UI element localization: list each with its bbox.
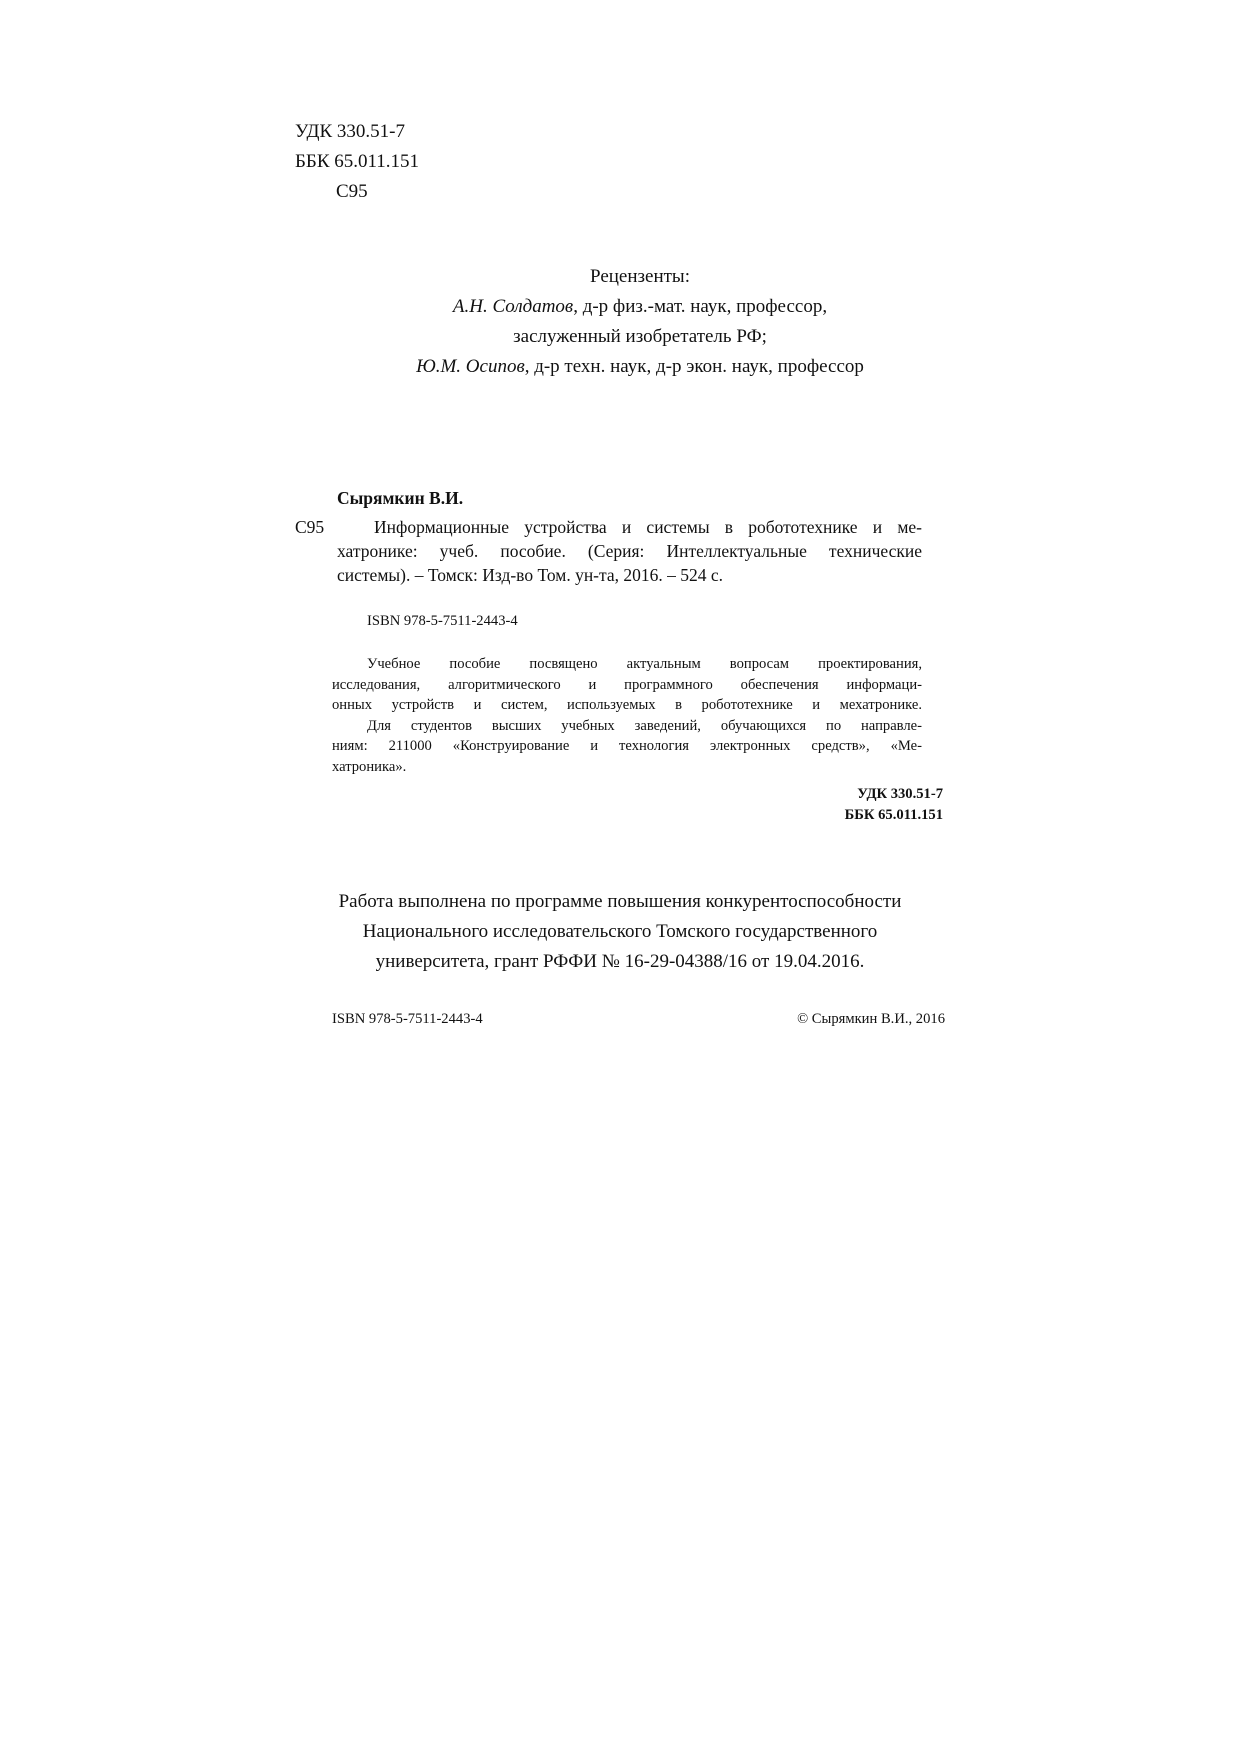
udk-code: УДК 330.51-7 xyxy=(295,121,405,142)
annotation-udk: УДК 330.51-7 xyxy=(857,786,943,802)
bibliography-author-mark: С95 xyxy=(295,517,325,537)
reviewers-heading: Рецензенты: xyxy=(590,266,690,287)
bibliography-line: хатронике: учеб. пособие. (Серия: Интеллектуальные технические xyxy=(337,541,922,561)
copyright-notice: © Сырямкин В.И., 2016 xyxy=(797,1011,945,1027)
footer-isbn: ISBN 978-5-7511-2443-4 xyxy=(332,1011,483,1027)
bibliography-isbn: ISBN 978-5-7511-2443-4 xyxy=(367,613,518,629)
reviewer-1 xyxy=(340,292,940,322)
annotation-block xyxy=(332,654,922,777)
reviewer-2 xyxy=(340,352,940,382)
annotation-line: Учебное пособие посвящено актуальным вопросам проектирования, xyxy=(367,656,922,672)
funding-note xyxy=(290,887,950,977)
bibliography-line: Информационные устройства и системы в робототехнике и ме- xyxy=(374,517,922,537)
funding-line: университета, грант РФФИ № 16-29-04388/16 от 19.04.2016. xyxy=(375,951,865,972)
reviewers-block xyxy=(340,262,940,382)
author-mark: С95 xyxy=(336,181,368,202)
annotation-line: исследования, алгоритмического и программного обеспечения информаци- xyxy=(332,676,922,693)
reviewer-2-degree: , д-р техн. наук, д-р экон. наук, профессор xyxy=(524,356,864,377)
bibliography-description xyxy=(337,515,922,587)
annotation-classification xyxy=(700,784,943,825)
reviewer-1-title: заслуженный изобретатель РФ; xyxy=(513,326,767,347)
bbk-code: ББК 65.011.151 xyxy=(295,151,420,172)
annotation-line: Для студентов высших учебных заведений, обучающихся по направле- xyxy=(367,717,922,734)
bibliography-line: системы). – Томск: Изд-во Том. ун-та, 2016. – 524 с. xyxy=(337,565,724,585)
annotation-line: онных устройств и систем, используемых в робототехнике и мехатронике. xyxy=(332,697,922,713)
classification-block xyxy=(295,117,419,207)
annotation-bbk: ББК 65.011.151 xyxy=(844,806,943,823)
annotation-line: хатроника». xyxy=(332,758,407,775)
funding-line: Работа выполнена по программе повышения конкурентоспособности xyxy=(338,891,902,912)
funding-line: Национального исследовательского Томского государственного xyxy=(362,921,878,942)
reviewer-1-name: А.Н. Солдатов xyxy=(452,296,574,317)
reviewer-1-degree: , д-р физ.-мат. наук, профессор, xyxy=(573,296,828,317)
bibliography-author: Сырямкин В.И. xyxy=(337,488,464,508)
annotation-line: ниям: 211000 «Конструирование и технология электронных средств», «Ме- xyxy=(332,738,922,754)
reviewer-2-name: Ю.М. Осипов xyxy=(416,356,525,377)
